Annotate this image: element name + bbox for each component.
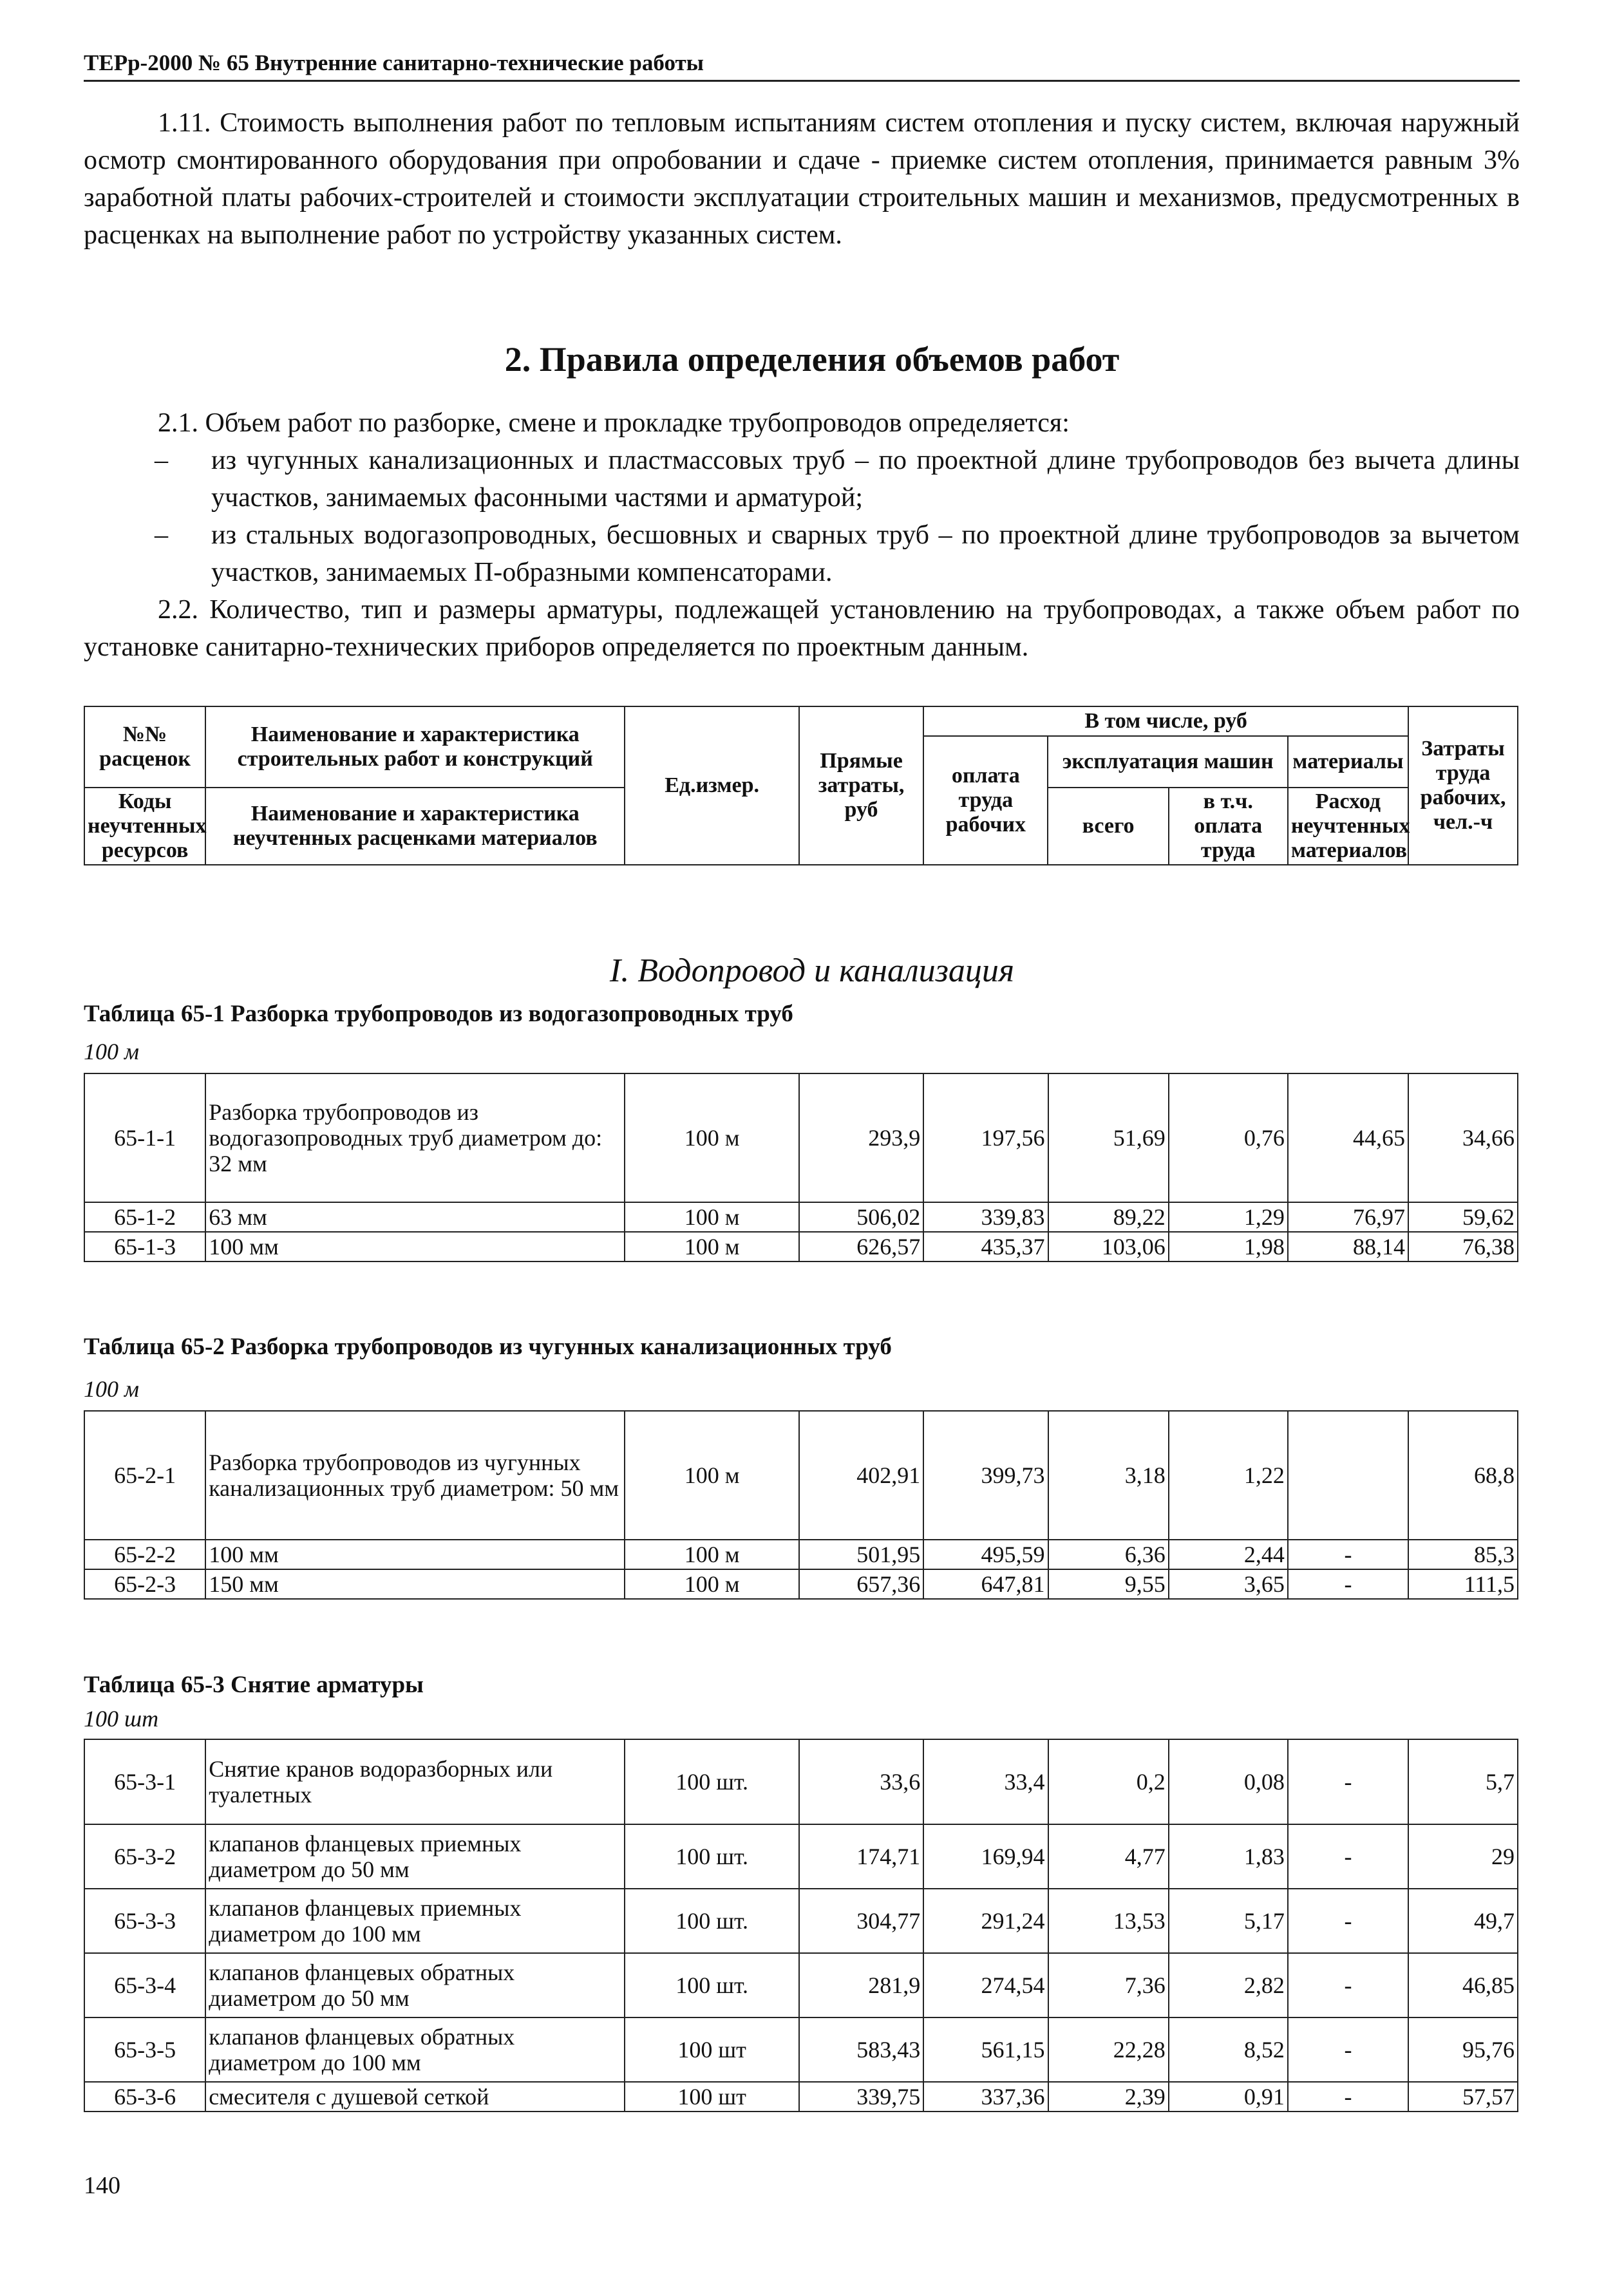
header-machines-total: всего — [1048, 788, 1168, 865]
cell-unit: 100 м — [625, 1202, 799, 1232]
cell-labor: 68,8 — [1408, 1411, 1518, 1540]
cell-mach: 9,55 — [1048, 1569, 1169, 1599]
cell-code: 65-1-1 — [84, 1073, 205, 1202]
cell-code: 65-1-2 — [84, 1202, 205, 1232]
cell-direct: 583,43 — [799, 2017, 923, 2082]
cell-mat: - — [1288, 1953, 1408, 2017]
table-row — [84, 1411, 1518, 1540]
header-direct-costs: Прямые затраты, руб — [799, 706, 923, 865]
cell-name: клапанов фланцевых обратных диаметром до 100 мм — [205, 2017, 625, 2082]
cell-labor: 29 — [1408, 1824, 1518, 1889]
cell-wage: 561,15 — [923, 2017, 1048, 2082]
header-materials: материалы — [1288, 736, 1408, 788]
cell-name: 100 мм — [205, 1540, 625, 1569]
cell-wage: 337,36 — [923, 2082, 1048, 2112]
table-unit: 100 м — [84, 1376, 139, 1402]
paragraph-2-1: 2.1. Объем работ по разборке, смене и прокладке трубопроводов определяется: — [158, 408, 1070, 438]
list-item — [84, 442, 1520, 516]
cell-mach-wage: 0,91 — [1169, 2082, 1288, 2112]
cell-name: Разборка трубопроводов из водогазопроводных труб диаметром до: 32 мм — [205, 1073, 625, 1202]
cell-mach-wage: 1,22 — [1169, 1411, 1288, 1540]
header-machines-wages: в т.ч. оплата труда — [1169, 788, 1288, 865]
dash-bullet: – — [155, 520, 168, 550]
cell-mach: 22,28 — [1048, 2017, 1169, 2082]
cell-code: 65-3-6 — [84, 2082, 205, 2112]
cell-unit: 100 м — [625, 1232, 799, 1261]
cell-direct: 506,02 — [799, 1202, 923, 1232]
cell-direct: 281,9 — [799, 1953, 923, 2017]
cell-mach: 13,53 — [1048, 1889, 1169, 1953]
cell-mach: 2,39 — [1048, 2082, 1169, 2112]
cell-name: 150 мм — [205, 1569, 625, 1599]
cell-direct: 339,75 — [799, 2082, 923, 2112]
cell-labor: 59,62 — [1408, 1202, 1518, 1232]
cell-direct: 657,36 — [799, 1569, 923, 1599]
cell-name: Снятие кранов водоразборных или туалетных — [205, 1739, 625, 1824]
table-row — [84, 1073, 1518, 1202]
cell-mat: - — [1288, 1824, 1408, 1889]
cell-direct: 626,57 — [799, 1232, 923, 1261]
cell-mat: - — [1288, 1569, 1408, 1599]
cell-mat: 76,97 — [1288, 1202, 1408, 1232]
cell-mat: - — [1288, 1540, 1408, 1569]
cell-wage: 33,4 — [923, 1739, 1048, 1824]
cell-direct: 304,77 — [799, 1889, 923, 1953]
cell-code: 65-3-3 — [84, 1889, 205, 1953]
cell-direct: 174,71 — [799, 1824, 923, 1889]
cell-unit: 100 шт. — [625, 1889, 799, 1953]
header-work-name: Наименование и характеристика строительных работ и конструкций — [205, 706, 625, 788]
cell-name: Разборка трубопроводов из чугунных канализационных труб диаметром: 50 мм — [205, 1411, 625, 1540]
table-row — [84, 1569, 1518, 1599]
cell-unit: 100 м — [625, 1540, 799, 1569]
table-row — [84, 1232, 1518, 1261]
cell-code: 65-2-3 — [84, 1569, 205, 1599]
cell-name: клапанов фланцевых обратных диаметром до 50 мм — [205, 1953, 625, 2017]
cell-direct: 402,91 — [799, 1411, 923, 1540]
cell-name: клапанов фланцевых приемных диаметром до 100 мм — [205, 1889, 625, 1953]
table-row — [84, 1739, 1518, 1824]
cell-labor: 34,66 — [1408, 1073, 1518, 1202]
table-row — [84, 2082, 1518, 2112]
table-row — [84, 1889, 1518, 1953]
header-unit: Ед.измер. — [625, 706, 799, 865]
header-unaccounted-materials: Расход неучтенных материалов — [1288, 788, 1408, 865]
header-labor-costs: Затраты труда рабочих, чел.-ч — [1408, 706, 1518, 865]
cell-labor: 85,3 — [1408, 1540, 1518, 1569]
cell-code: 65-2-1 — [84, 1411, 205, 1540]
cell-labor: 76,38 — [1408, 1232, 1518, 1261]
cell-mach: 89,22 — [1048, 1202, 1169, 1232]
table-caption: Таблица 65-3 Снятие арматуры — [84, 1672, 424, 1698]
cell-name: смесителя с душевой сеткой — [205, 2082, 625, 2112]
cell-code: 65-3-1 — [84, 1739, 205, 1824]
table-caption: Таблица 65-1 Разборка трубопроводов из водогазопроводных труб — [84, 1001, 793, 1027]
list-item-text: из стальных водогазопроводных, бесшовных и сварных труб – по проектной длине трубопроводов за вычетом участков, занимаемых П-образными компенсаторами. — [211, 520, 1520, 587]
cell-mach: 0,2 — [1048, 1739, 1169, 1824]
paragraph-1-11: 1.11. Стоимость выполнения работ по тепловым испытаниям систем отопления и пуску систем, включая наружный осмотр смонтированного оборудования при опробовании и сдаче - приемке систем отопления, принимается равным 3% заработной платы рабочих-строителей и стоимости эксплуатации строительных машин и механизмов, предусмотренных в расценках на выполнение работ по устройству указанных систем. — [84, 108, 1520, 250]
cell-wage: 291,24 — [923, 1889, 1048, 1953]
cell-mach-wage: 3,65 — [1169, 1569, 1288, 1599]
cell-mach-wage: 2,44 — [1169, 1540, 1288, 1569]
cell-mach-wage: 0,76 — [1169, 1073, 1288, 1202]
dash-bullet: – — [155, 446, 168, 475]
cell-direct: 33,6 — [799, 1739, 923, 1824]
cell-unit: 100 шт. — [625, 1824, 799, 1889]
cell-mach: 103,06 — [1048, 1232, 1169, 1261]
cell-name: 63 мм — [205, 1202, 625, 1232]
table-65-1 — [84, 1073, 1518, 1262]
cell-labor: 5,7 — [1408, 1739, 1518, 1824]
cell-unit: 100 м — [625, 1569, 799, 1599]
table-65-2 — [84, 1410, 1518, 1600]
cell-wage: 197,56 — [923, 1073, 1048, 1202]
cell-wage: 339,83 — [923, 1202, 1048, 1232]
cell-unit: 100 м — [625, 1411, 799, 1540]
cell-code: 65-3-4 — [84, 1953, 205, 2017]
cell-mach-wage: 5,17 — [1169, 1889, 1288, 1953]
cell-mat: - — [1288, 1739, 1408, 1824]
cell-wage: 495,59 — [923, 1540, 1048, 1569]
cell-mat: 88,14 — [1288, 1232, 1408, 1261]
table-row — [84, 1953, 1518, 2017]
cell-mach-wage: 1,29 — [1169, 1202, 1288, 1232]
table-unit: 100 шт — [84, 1706, 159, 1732]
table-row — [84, 1824, 1518, 1889]
column-header-table — [84, 706, 1518, 865]
cell-unit: 100 шт. — [625, 1953, 799, 2017]
page-header: ТЕРр-2000 № 65 Внутренние санитарно-технические работы — [84, 50, 1520, 82]
cell-mach: 4,77 — [1048, 1824, 1169, 1889]
cell-name: 100 мм — [205, 1232, 625, 1261]
list-item-text: из чугунных канализационных и пластмассовых труб – по проектной длине трубопроводов без вычета длины участков, занимаемых фасонными частями и арматурой; — [211, 446, 1520, 513]
cell-mat: - — [1288, 2082, 1408, 2112]
table-row — [84, 1202, 1518, 1232]
cell-wage: 435,37 — [923, 1232, 1048, 1261]
cell-labor: 111,5 — [1408, 1569, 1518, 1599]
table-row — [84, 2017, 1518, 2082]
list-item — [84, 516, 1520, 591]
cell-mach-wage: 1,98 — [1169, 1232, 1288, 1261]
header-machines: эксплуатация машин — [1048, 736, 1287, 788]
header-material-name: Наименование и характеристика неучтенных расценками материалов — [205, 788, 625, 865]
cell-unit: 100 шт. — [625, 1739, 799, 1824]
cell-mach: 51,69 — [1048, 1073, 1169, 1202]
cell-mach: 3,18 — [1048, 1411, 1169, 1540]
cell-wage: 647,81 — [923, 1569, 1048, 1599]
cell-direct: 501,95 — [799, 1540, 923, 1569]
cell-labor: 46,85 — [1408, 1953, 1518, 2017]
cell-unit: 100 м — [625, 1073, 799, 1202]
cell-labor: 49,7 — [1408, 1889, 1518, 1953]
paragraph-2-2: 2.2. Количество, тип и размеры арматуры, подлежащей установлению на трубопроводах, а также объем работ по установке санитарно-технических приборов определяется по проектным данным. — [84, 595, 1520, 662]
cell-wage: 274,54 — [923, 1953, 1048, 2017]
cell-mach-wage: 8,52 — [1169, 2017, 1288, 2082]
section-title: 2. Правила определения объемов работ — [504, 340, 1120, 379]
page-number: 140 — [84, 2172, 120, 2199]
cell-mat — [1288, 1411, 1408, 1540]
cell-mach: 7,36 — [1048, 1953, 1169, 2017]
cell-wage: 169,94 — [923, 1824, 1048, 1889]
table-65-3 — [84, 1739, 1518, 2112]
cell-mach-wage: 1,83 — [1169, 1824, 1288, 1889]
cell-mach: 6,36 — [1048, 1540, 1169, 1569]
table-row — [84, 1540, 1518, 1569]
cell-mat: - — [1288, 2017, 1408, 2082]
cell-mat: 44,65 — [1288, 1073, 1408, 1202]
cell-code: 65-3-5 — [84, 2017, 205, 2082]
table-unit: 100 м — [84, 1039, 139, 1064]
cell-mach-wage: 2,82 — [1169, 1953, 1288, 2017]
cell-code: 65-1-3 — [84, 1232, 205, 1261]
cell-mat: - — [1288, 1889, 1408, 1953]
cell-direct: 293,9 — [799, 1073, 923, 1202]
cell-name: клапанов фланцевых приемных диаметром до 50 мм — [205, 1824, 625, 1889]
header-including: В том числе, руб — [923, 706, 1408, 736]
cell-unit: 100 шт — [625, 2017, 799, 2082]
cell-code: 65-3-2 — [84, 1824, 205, 1889]
subsection-title: I. Водопровод и канализация — [609, 952, 1015, 989]
cell-wage: 399,73 — [923, 1411, 1048, 1540]
cell-code: 65-2-2 — [84, 1540, 205, 1569]
cell-unit: 100 шт — [625, 2082, 799, 2112]
table-caption: Таблица 65-2 Разборка трубопроводов из чугунных канализационных труб — [84, 1334, 892, 1360]
cell-mach-wage: 0,08 — [1169, 1739, 1288, 1824]
cell-labor: 57,57 — [1408, 2082, 1518, 2112]
cell-labor: 95,76 — [1408, 2017, 1518, 2082]
header-wages: оплата труда рабочих — [923, 736, 1048, 865]
header-resource-codes: Коды неучтенных ресурсов — [84, 788, 205, 865]
header-rate-numbers: №№ расценок — [84, 706, 205, 788]
